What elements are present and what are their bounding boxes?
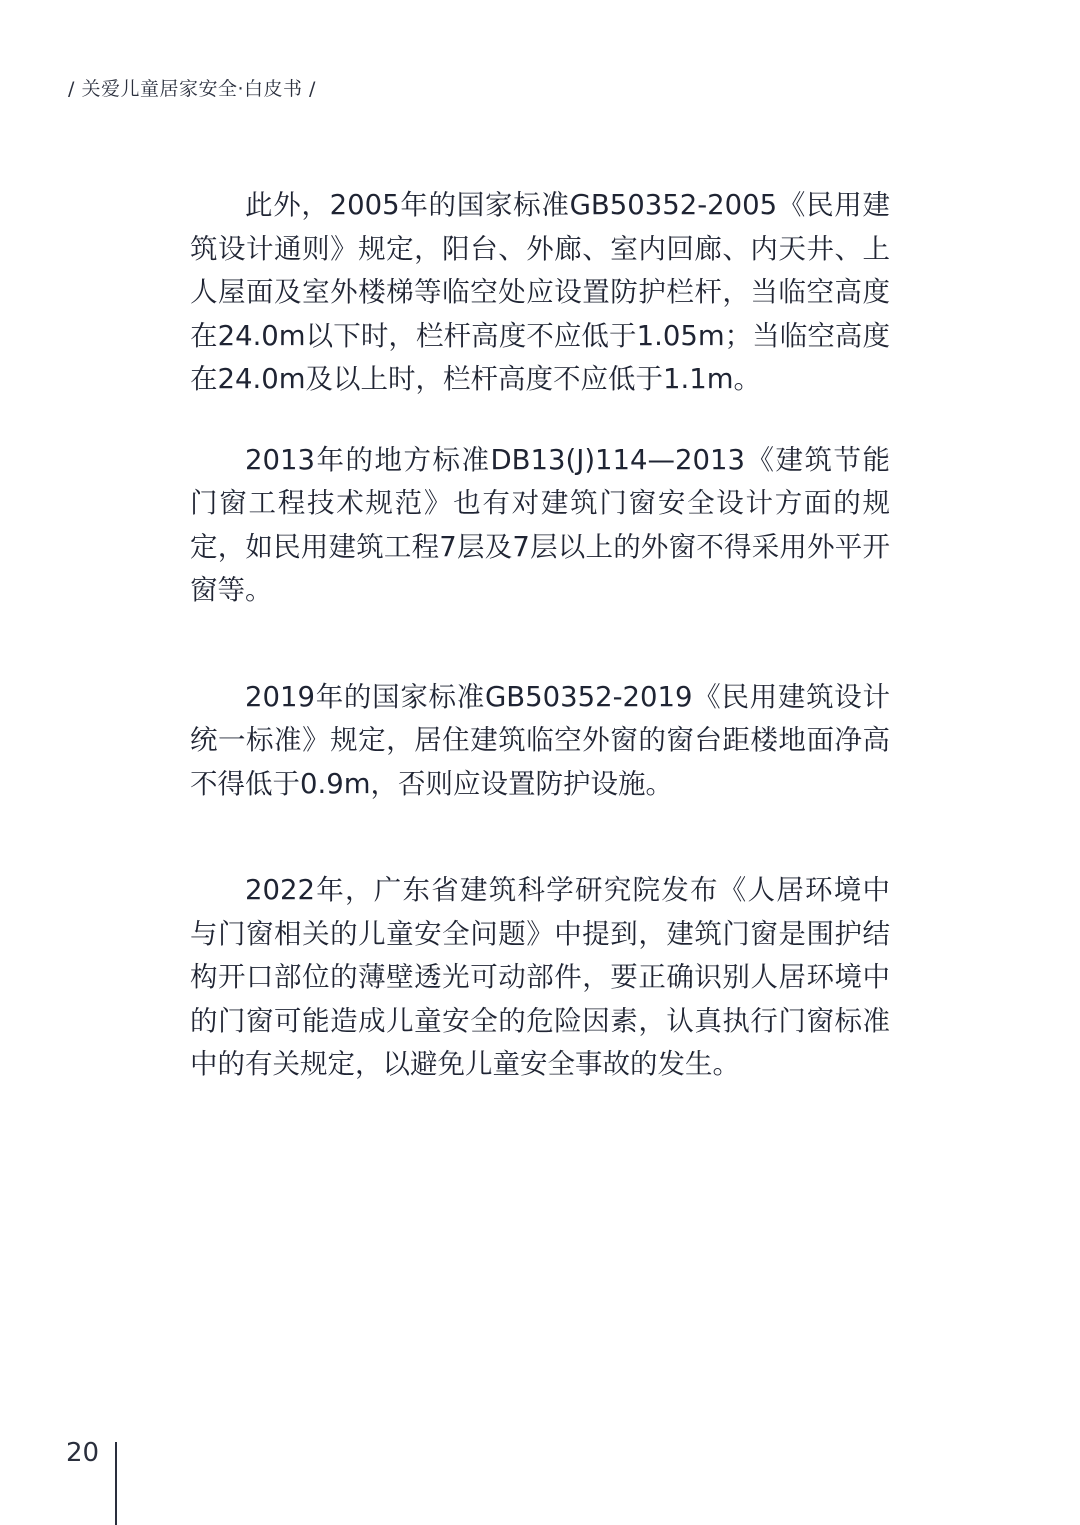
paragraph-2022-report: 2022年，广东省建筑科学研究院发布《人居环境中与门窗相关的儿童安全问题》中提到，建筑门窗是围护结构开口部位的薄壁透光可动部件，要正确识别人居环境中的门窗可能造成儿童安全的危险因素，认真执行门窗标准中的有关规定，以避免儿童安全事故的发生。 (190, 874, 890, 1080)
paragraph-2005-standard: 此外，2005年的国家标准GB50352-2005《民用建筑设计通则》规定，阳台、外廊、室内回廊、内天井、上人屋面及室外楼梯等临空处应设置防护栏杆，当临空高度在24.0m以下时，栏杆高度不应低于1.05m；当临空高度在24.0m及以上时，栏杆高度不应低于1.1m。 (190, 189, 890, 395)
page-number: 20 (66, 1438, 100, 1468)
paragraph-2013-standard: 2013年的地方标准DB13(J)114—2013《建筑节能门窗工程技术规范》也有对建筑门窗安全设计方面的规定，如民用建筑工程7层及7层以上的外窗不得采用外平开窗等。 (190, 443, 890, 606)
page-number-divider (115, 1442, 117, 1525)
paragraph-2019-standard: 2019年的国家标准GB50352-2019《民用建筑设计统一标准》规定，居住建筑临空外窗的窗台距楼地面净高不得低于0.9m，否则应设置防护设施。 (190, 680, 890, 800)
running-header-title: / 关爱儿童居家安全·白皮书 / (68, 78, 316, 100)
body-text (190, 184, 890, 1087)
